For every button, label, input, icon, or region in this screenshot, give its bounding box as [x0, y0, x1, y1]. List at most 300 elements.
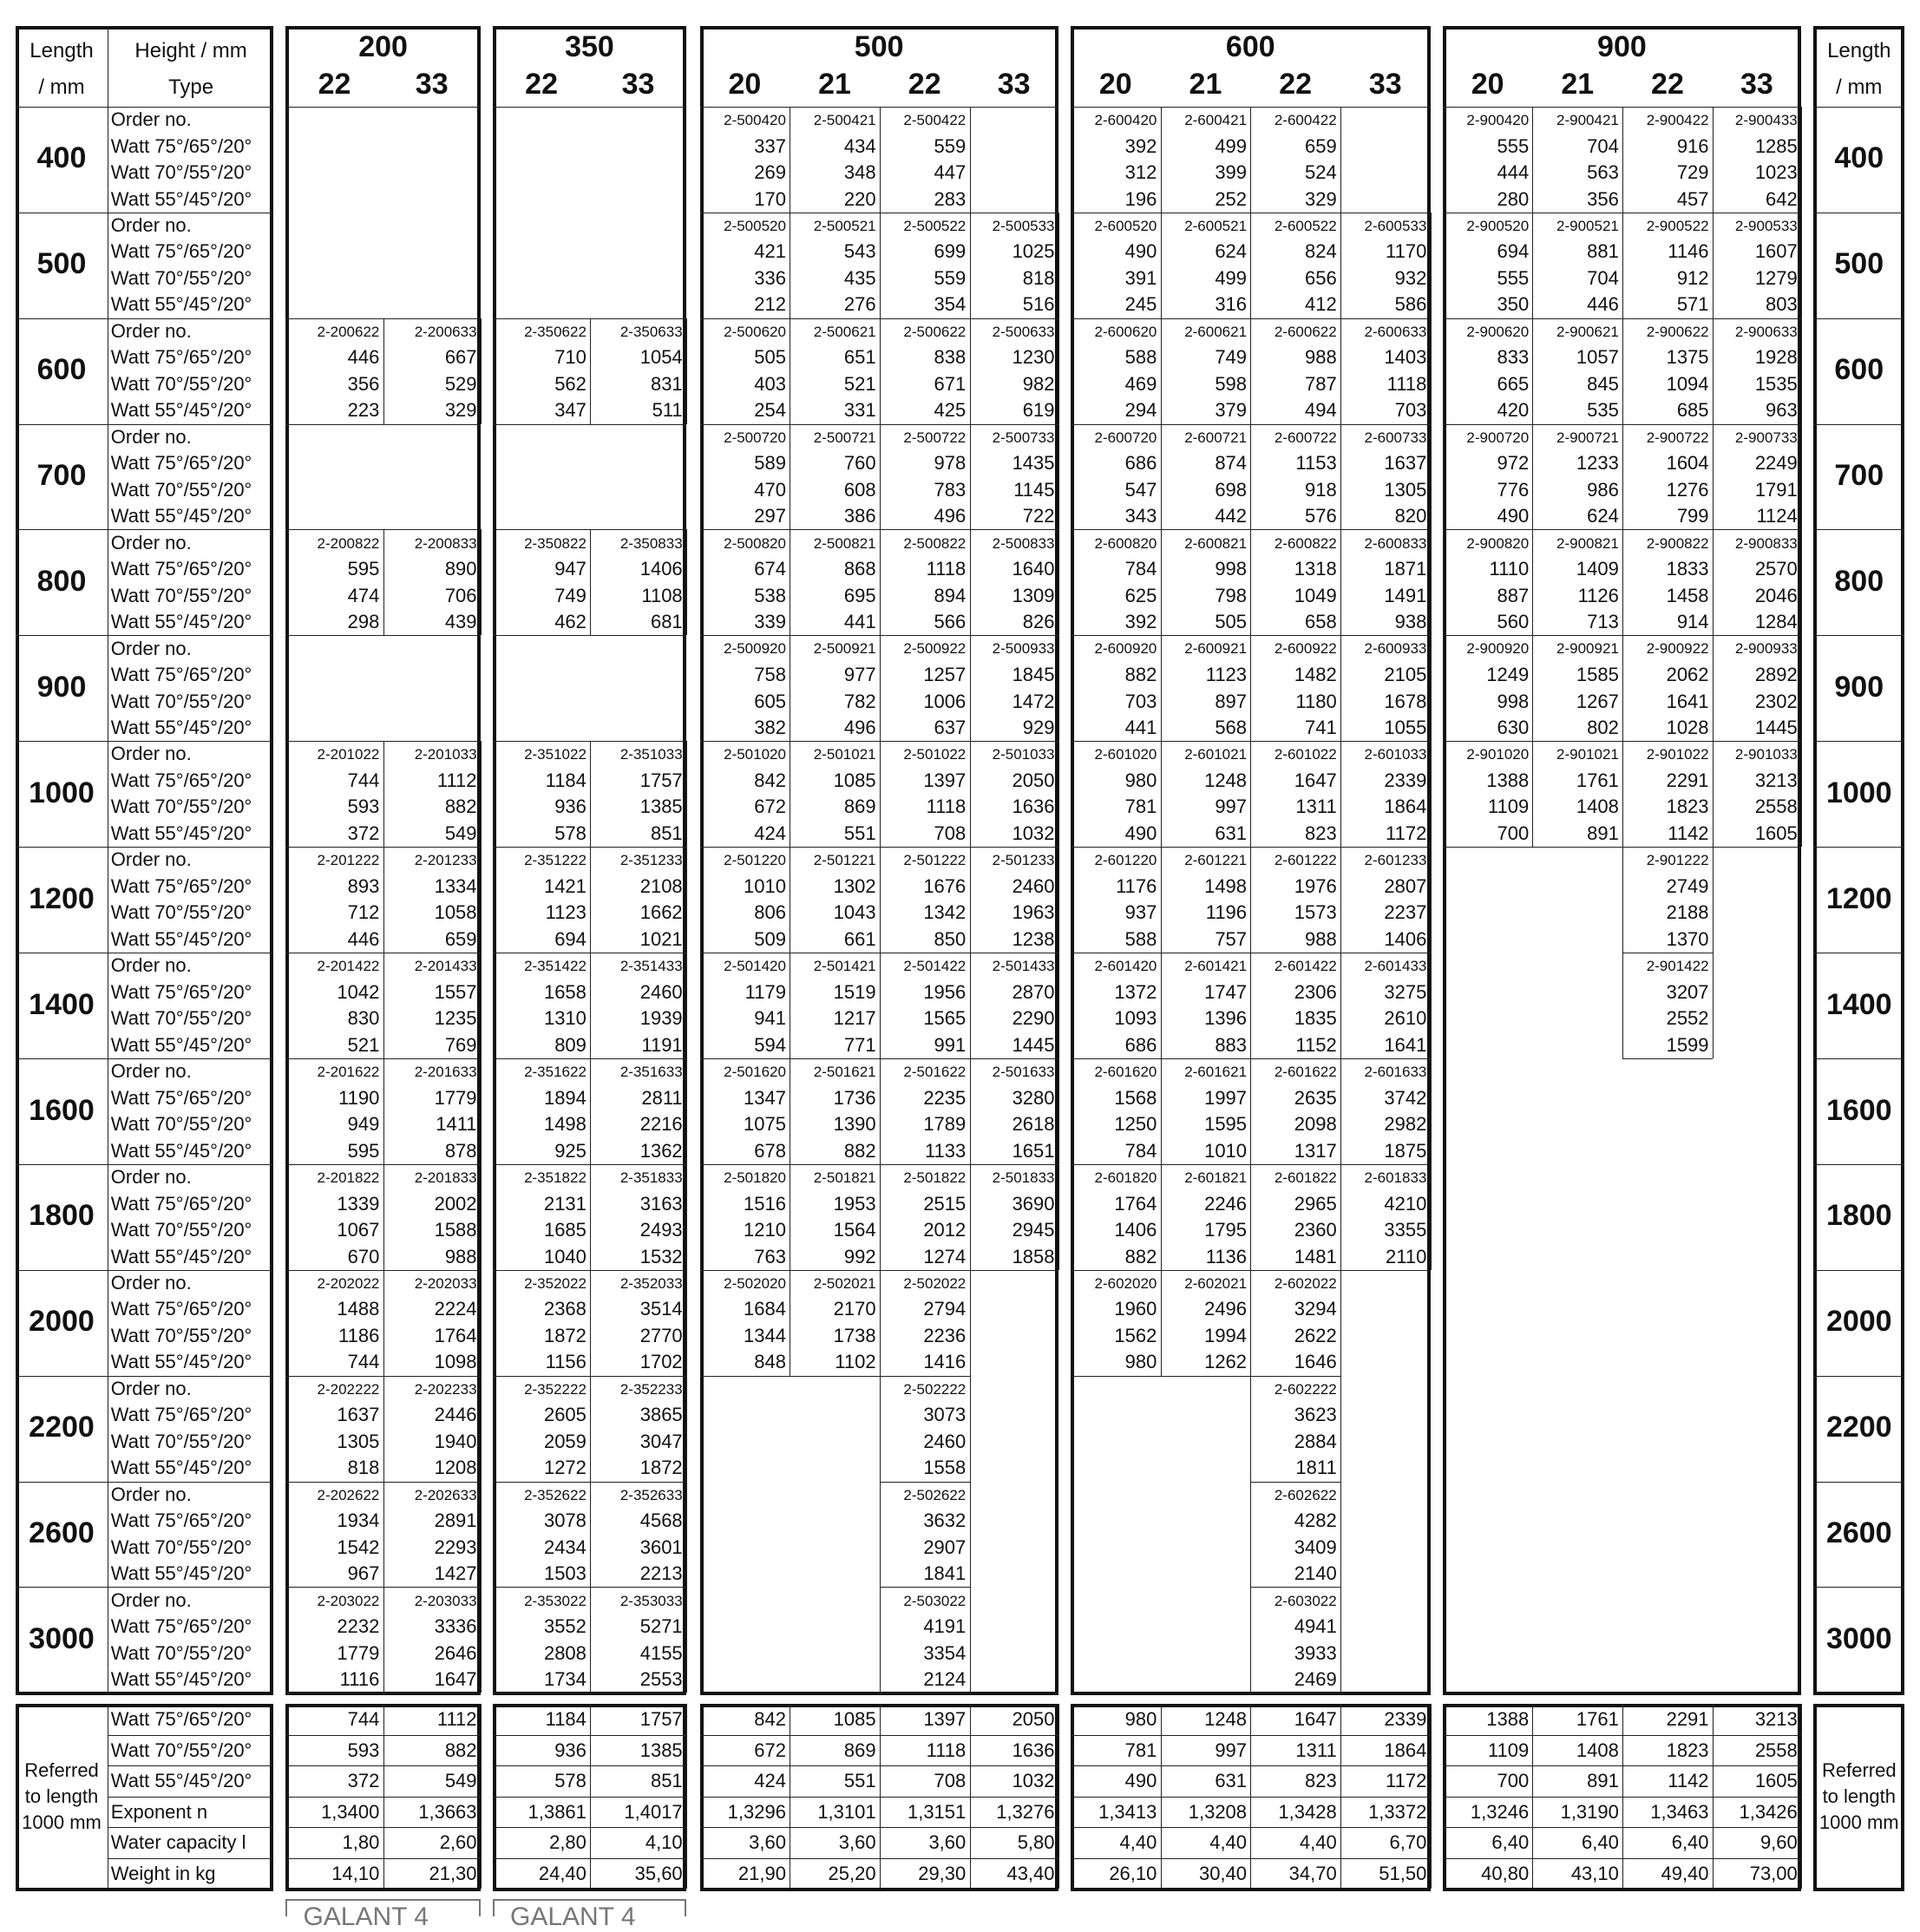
summary-row-line	[108, 1765, 274, 1766]
watt-value: 3213	[1754, 769, 1798, 791]
order-number: 2-200833	[414, 534, 477, 552]
watt-value: 1054	[639, 346, 683, 369]
watt-value: 1858	[1012, 1245, 1055, 1267]
watt-value: 1230	[1012, 346, 1055, 369]
cell-left-line	[493, 1270, 494, 1376]
order-number: 2-500622	[903, 323, 967, 340]
summary-col-line	[1801, 1704, 1802, 1889]
watt-value: 298	[347, 611, 380, 633]
summary-side-label: to length	[24, 1785, 99, 1808]
watt-value: 1133	[924, 1139, 967, 1162]
watt-value: 2808	[543, 1641, 586, 1664]
cell-top-line	[590, 1270, 686, 1271]
cell-left-line	[1161, 107, 1162, 213]
order-number: 2-500822	[903, 534, 967, 552]
cell-top-line	[1250, 1058, 1340, 1059]
row-label: Watt 70°/55°/20°	[110, 1536, 252, 1558]
watt-value: 1217	[833, 1007, 876, 1030]
watt-value: 1791	[1754, 478, 1798, 501]
watt-value: 1516	[744, 1192, 786, 1215]
cell-top-line	[493, 318, 590, 319]
order-number: 2-201433	[414, 958, 477, 975]
watt-value: 1021	[639, 927, 683, 950]
watt-value: 712	[347, 901, 380, 924]
watt-value: 1272	[543, 1457, 586, 1479]
cell-left-line	[383, 1587, 384, 1693]
watt-value: 1406	[1384, 927, 1427, 950]
order-number: 2-601233	[1364, 852, 1427, 869]
length-value: 1800	[29, 1199, 95, 1233]
watt-value: 1994	[1204, 1324, 1248, 1346]
watt-value: 555	[1497, 266, 1530, 289]
row-label: Watt 70°/55°/20°	[110, 1641, 252, 1664]
watt-value: 2907	[923, 1536, 967, 1558]
length-value-right: 1400	[1825, 987, 1892, 1021]
order-number: 2-600820	[1094, 534, 1157, 552]
watt-value: 998	[1497, 690, 1530, 712]
cell-top-line	[700, 741, 790, 742]
watt-value: 925	[554, 1139, 586, 1162]
cell-right-line	[970, 107, 971, 213]
order-number: 2-502020	[724, 1274, 786, 1292]
block-divider-right	[1813, 1587, 1904, 1588]
cell-left-line	[590, 741, 591, 847]
cell-top-line	[1443, 107, 1533, 108]
watt-value: 1342	[923, 901, 967, 924]
summary-col-line	[1058, 1704, 1059, 1889]
cell-top-line	[1250, 1270, 1340, 1271]
cell-top-line	[1713, 635, 1801, 636]
height-value: 200	[358, 29, 408, 63]
summary-value: 1,3413	[1098, 1800, 1157, 1823]
cell-top-line	[590, 1058, 686, 1059]
row-label: Order no.	[110, 954, 192, 977]
watt-value: 988	[1304, 346, 1337, 369]
watt-value: 651	[843, 346, 876, 369]
watt-value: 566	[934, 611, 967, 633]
order-number: 2-600733	[1364, 429, 1427, 446]
watt-value: 947	[554, 558, 586, 580]
cell-right-line	[1801, 741, 1802, 847]
summary-side-label-right: Referred	[1821, 1759, 1897, 1782]
watt-value: 1588	[434, 1219, 477, 1241]
summary-value: 708	[934, 1770, 967, 1792]
summary-value: 1408	[1576, 1739, 1619, 1761]
cell-top-line	[1340, 529, 1431, 530]
watt-value: 1558	[923, 1457, 967, 1479]
length-value: 800	[36, 565, 87, 599]
watt-value: 704	[1587, 134, 1619, 157]
order-number: 2-202622	[317, 1486, 380, 1503]
summary-value: 1636	[1012, 1739, 1055, 1761]
block-divider-left	[16, 1587, 273, 1588]
length-value: 500	[36, 247, 87, 281]
cell-top-line	[1340, 847, 1431, 848]
order-number: 2-351822	[524, 1169, 586, 1186]
watt-value: 776	[1497, 478, 1530, 501]
watt-value: 1488	[337, 1298, 380, 1320]
watt-value: 1196	[1205, 901, 1248, 924]
cell-top-line	[1250, 1164, 1340, 1165]
cell-top-line	[970, 1164, 1058, 1165]
order-number: 2-351022	[524, 746, 586, 763]
watt-value: 4941	[1294, 1615, 1337, 1638]
watt-value: 1557	[434, 980, 477, 1003]
watt-value: 1309	[1012, 584, 1055, 606]
cell-left-line	[493, 318, 494, 424]
watt-value: 276	[843, 293, 876, 316]
cell-top-line	[590, 1376, 686, 1377]
watt-value: 254	[754, 399, 786, 422]
summary-value: 4,40	[1209, 1831, 1248, 1854]
watt-value: 1564	[833, 1219, 876, 1241]
cell-left-line	[493, 953, 494, 1058]
order-number: 2-501822	[903, 1169, 967, 1186]
watt-value: 1310	[543, 1007, 586, 1030]
summary-value: 744	[347, 1708, 380, 1731]
watt-value: 1872	[639, 1457, 683, 1479]
cell-top-line	[1250, 424, 1340, 425]
summary-value: 997	[1215, 1739, 1248, 1761]
order-number: 2-601820	[1094, 1169, 1157, 1186]
watt-value: 802	[1587, 717, 1619, 739]
summary-value: 40,80	[1481, 1862, 1530, 1884]
cell-left-line	[1340, 741, 1341, 847]
summary-value: 1,3426	[1739, 1800, 1798, 1823]
cell-top-line	[880, 1270, 970, 1271]
watt-value: 2618	[1012, 1113, 1055, 1136]
cell-left-line	[1340, 529, 1341, 635]
watt-value: 757	[1215, 927, 1248, 950]
row-label: Watt 55°/45°/20°	[110, 717, 252, 739]
watt-value: 1875	[1384, 1139, 1427, 1162]
watt-value: 1779	[337, 1641, 380, 1664]
cell-left-line	[700, 635, 701, 741]
watt-value: 1940	[434, 1430, 477, 1452]
cell-top-line	[1340, 635, 1431, 636]
watt-value: 1427	[434, 1562, 477, 1585]
watt-value: 694	[1497, 240, 1530, 263]
cell-right-line	[970, 1376, 971, 1482]
order-number: 2-501233	[992, 852, 1055, 869]
summary-value: 1823	[1666, 1739, 1709, 1761]
cell-right-line	[1801, 635, 1802, 741]
watt-value: 1403	[1384, 346, 1427, 369]
type-value: 21	[1561, 68, 1595, 102]
order-number: 2-900421	[1556, 111, 1619, 128]
watt-value: 3514	[639, 1298, 683, 1320]
cell-left-line	[493, 741, 494, 847]
watt-value: 722	[1022, 505, 1055, 527]
watt-value: 490	[1497, 505, 1530, 527]
watt-value: 354	[934, 293, 967, 316]
cell-left-line	[970, 318, 971, 424]
order-number: 2-600833	[1364, 534, 1427, 552]
watt-value: 1658	[543, 980, 586, 1003]
watt-value: 356	[1587, 187, 1619, 210]
summary-row-line	[108, 1735, 274, 1736]
watt-value: 1372	[1114, 980, 1157, 1003]
order-number: 2-501022	[903, 746, 967, 763]
watt-value: 1684	[744, 1298, 786, 1320]
block-divider-left	[16, 635, 273, 636]
watt-value: 490	[1124, 822, 1157, 844]
row-label: Watt 75°/65°/20°	[110, 134, 252, 157]
summary-value: 1118	[926, 1739, 967, 1761]
watt-value: 2469	[1294, 1668, 1337, 1691]
watt-value: 1535	[1754, 372, 1798, 395]
cell-left-line	[1161, 529, 1162, 635]
order-number: 2-601633	[1364, 1064, 1427, 1081]
cell-right-line	[1801, 213, 1802, 318]
watt-value: 1305	[337, 1430, 380, 1452]
type-value: 22	[1279, 68, 1313, 102]
order-number: 2-601421	[1184, 958, 1248, 975]
watt-value: 1102	[835, 1351, 876, 1373]
summary-value: 1,3276	[996, 1800, 1055, 1823]
block-divider-right	[1813, 1482, 1904, 1483]
block-divider-right	[1813, 1376, 1904, 1377]
row-label: Watt 70°/55°/20°	[110, 478, 252, 501]
cell-right-line	[1713, 847, 1714, 953]
cell-left-line	[1713, 424, 1714, 530]
row-label: Watt 75°/65°/20°	[110, 1615, 252, 1638]
watt-value: 2249	[1754, 452, 1798, 475]
cell-left-line	[1713, 213, 1714, 318]
order-number: 2-602022	[1274, 1274, 1337, 1292]
block-divider-left	[16, 424, 273, 425]
order-number: 2-901020	[1466, 746, 1530, 763]
summary-col-line	[1250, 1704, 1251, 1889]
order-number: 2-900733	[1734, 429, 1798, 446]
cell-top-line	[700, 424, 790, 425]
watt-value: 2232	[337, 1615, 380, 1638]
order-number: 2-600822	[1274, 534, 1337, 552]
cell-left-line	[1443, 107, 1444, 213]
watt-value: 3078	[543, 1510, 586, 1532]
row-label: Order no.	[110, 1377, 192, 1399]
watt-value: 3336	[434, 1615, 477, 1638]
cell-left-line	[493, 1482, 494, 1588]
order-number: 2-501821	[813, 1169, 876, 1186]
cell-top-line	[1071, 1164, 1161, 1165]
cell-left-line	[970, 635, 971, 741]
watt-value: 2570	[1754, 558, 1798, 580]
watt-value: 1043	[833, 901, 876, 924]
watt-value: 997	[1215, 796, 1248, 818]
cell-left-line	[383, 318, 384, 424]
length-value: 2200	[29, 1411, 95, 1444]
cell-left-line	[1622, 424, 1623, 530]
row-label: Watt 55°/45°/20°	[110, 1245, 252, 1267]
watt-value: 850	[934, 927, 967, 950]
watt-value: 1347	[744, 1086, 786, 1109]
type-value: 21	[818, 68, 851, 102]
block-divider-right	[1813, 741, 1904, 742]
length-value-right: 800	[1834, 565, 1884, 599]
order-number: 2-502021	[813, 1274, 876, 1292]
watt-value: 462	[554, 611, 586, 633]
watt-value: 671	[934, 372, 967, 395]
order-number: 2-201422	[317, 958, 380, 975]
order-number: 2-501221	[813, 852, 876, 869]
watt-value: 1823	[1666, 796, 1709, 818]
order-number: 2-900522	[1646, 217, 1709, 234]
cell-left-line	[700, 1164, 701, 1270]
cell-top-line	[790, 847, 880, 848]
watt-value: 665	[1497, 372, 1530, 395]
watt-value: 560	[1497, 611, 1530, 633]
order-number: 2-600921	[1184, 640, 1248, 658]
summary-value: 2291	[1666, 1708, 1709, 1731]
watt-value: 988	[444, 1245, 477, 1267]
watt-value: 967	[347, 1562, 380, 1585]
order-number: 2-901222	[1646, 852, 1709, 869]
summary-value: 1,3400	[321, 1800, 380, 1823]
cell-top-line	[1161, 635, 1251, 636]
cell-top-line	[590, 529, 686, 530]
watt-value: 521	[843, 372, 876, 395]
order-number: 2-501422	[903, 958, 967, 975]
summary-value: 1112	[436, 1708, 477, 1731]
summary-value: 3,60	[928, 1831, 967, 1854]
cell-top-line	[285, 741, 383, 742]
cell-left-line	[383, 1270, 384, 1376]
summary-value: 424	[754, 1770, 786, 1792]
order-number: 2-600922	[1274, 640, 1337, 658]
cell-right-line	[1801, 529, 1802, 635]
cell-top-line	[493, 1376, 590, 1377]
row-label: Watt 75°/65°/20°	[110, 1192, 252, 1215]
watt-value: 331	[843, 399, 876, 422]
cell-top-line	[383, 529, 481, 530]
watt-value: 509	[754, 927, 786, 950]
row-label: Watt 75°/65°/20°	[110, 558, 252, 580]
watt-value: 2622	[1294, 1324, 1337, 1346]
summary-value: 34,70	[1288, 1862, 1337, 1884]
watt-value: 576	[1304, 505, 1337, 527]
length-value-right: 2600	[1825, 1516, 1892, 1550]
cell-top-line	[493, 1270, 590, 1271]
watt-value: 1607	[1754, 240, 1798, 263]
watt-value: 744	[347, 769, 380, 791]
watt-value: 914	[1676, 611, 1709, 633]
cell-top-line	[285, 1164, 383, 1165]
order-number: 2-201622	[317, 1064, 380, 1081]
watt-value: 3047	[639, 1430, 683, 1452]
watt-value: 1734	[543, 1668, 586, 1691]
cell-left-line	[700, 1058, 701, 1164]
watt-value: 563	[1587, 161, 1619, 184]
cell-left-line	[1250, 424, 1251, 530]
cell-left-line	[590, 1164, 591, 1270]
row-label: Watt 55°/45°/20°	[110, 1457, 252, 1479]
watt-value: 549	[444, 822, 477, 844]
watt-value: 695	[843, 584, 876, 606]
cell-top-line	[880, 741, 970, 742]
type-value: 22	[1651, 68, 1684, 102]
watt-value: 1757	[639, 769, 683, 791]
cell-left-line	[970, 953, 971, 1058]
cell-left-line	[383, 529, 384, 635]
cell-left-line	[1161, 635, 1162, 741]
order-number: 2-501420	[724, 958, 786, 975]
summary-value: 1388	[1486, 1708, 1530, 1731]
order-number: 2-350633	[619, 323, 683, 340]
length-value: 1200	[29, 881, 95, 915]
order-number: 2-500833	[992, 534, 1055, 552]
cell-bottom-line	[970, 1270, 1058, 1271]
watt-value: 1010	[1204, 1139, 1248, 1162]
cell-top-line	[590, 847, 686, 848]
cell-left-line	[700, 107, 701, 213]
watt-value: 998	[1215, 558, 1248, 580]
order-number: 2-601220	[1094, 852, 1157, 869]
product-tab[interactable]: GALANT 4	[285, 1899, 480, 1916]
length-value-right: 500	[1834, 247, 1884, 281]
length-value: 700	[36, 459, 87, 493]
order-number: 2-600620	[1094, 323, 1157, 340]
cell-top-line	[970, 529, 1058, 530]
order-number: 2-202033	[414, 1274, 477, 1292]
watt-value: 499	[1215, 134, 1248, 157]
cell-left-line	[1161, 1164, 1162, 1270]
watt-value: 1390	[833, 1113, 876, 1136]
cell-top-line	[790, 1164, 880, 1165]
watt-value: 562	[554, 372, 586, 395]
watt-value: 630	[1497, 717, 1530, 739]
watt-value: 1123	[545, 901, 586, 924]
row-label: Watt 70°/55°/20°	[110, 584, 252, 606]
cell-right-line	[1058, 953, 1059, 1058]
cell-top-line	[790, 1058, 880, 1059]
order-number: 2-502622	[903, 1486, 967, 1503]
watt-value: 830	[347, 1007, 380, 1030]
order-number: 2-351233	[619, 852, 683, 869]
product-tab[interactable]: GALANT 4	[493, 1899, 686, 1916]
watt-value: 986	[1587, 478, 1619, 501]
order-number: 2-601033	[1364, 746, 1427, 763]
watt-value: 2434	[543, 1536, 586, 1558]
watt-value: 2558	[1754, 796, 1798, 818]
summary-value: 593	[347, 1739, 380, 1761]
watt-value: 1647	[1294, 769, 1337, 791]
watt-value: 1833	[1666, 558, 1709, 580]
watt-value: 1956	[923, 980, 967, 1003]
watt-value: 245	[1124, 293, 1157, 316]
watt-value: 2306	[1294, 980, 1337, 1003]
watt-value: 845	[1587, 372, 1619, 395]
summary-value: 1142	[1668, 1770, 1709, 1792]
cell-top-line	[700, 847, 790, 848]
watt-value: 1416	[923, 1351, 967, 1373]
order-number: 2-900521	[1556, 217, 1619, 234]
cell-left-line	[1250, 213, 1251, 318]
cell-left-line	[1250, 847, 1251, 953]
watt-value: 442	[1215, 505, 1248, 527]
watt-value: 2770	[639, 1324, 683, 1346]
watt-value: 608	[843, 478, 876, 501]
cell-left-line	[285, 1164, 286, 1270]
row-label: Watt 55°/45°/20°	[110, 293, 252, 316]
watt-value: 3294	[1294, 1298, 1337, 1320]
order-number: 2-200622	[317, 323, 380, 340]
order-number: 2-600522	[1274, 217, 1337, 234]
watt-value: 551	[843, 822, 876, 844]
watt-value: 435	[843, 266, 876, 289]
cell-left-line	[1161, 1270, 1162, 1376]
type-value: 33	[997, 68, 1031, 102]
